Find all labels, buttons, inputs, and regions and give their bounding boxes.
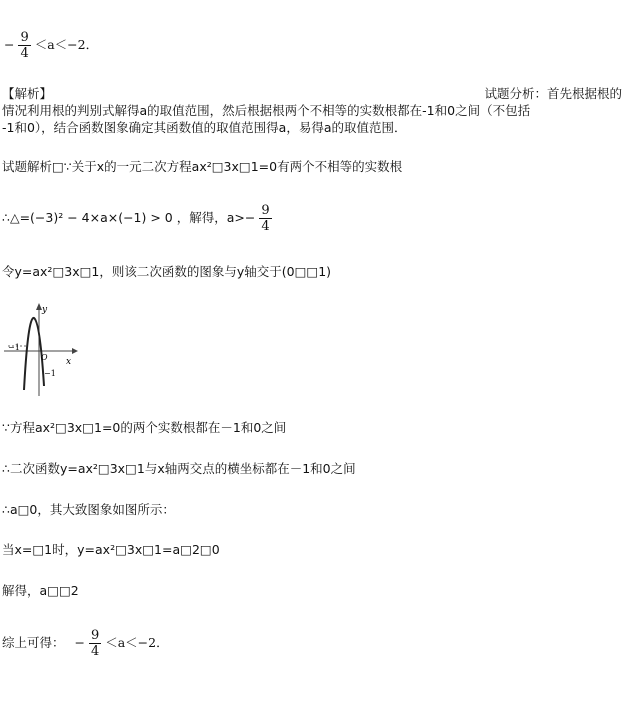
summary-prefix: 综上可得： bbox=[2, 635, 65, 650]
x-axis-arrow bbox=[72, 348, 78, 354]
summary-fraction bbox=[89, 628, 101, 659]
neg-one-label: −1 bbox=[8, 343, 20, 352]
y-axis-label: y bbox=[42, 305, 48, 315]
answer-minus: − bbox=[4, 37, 15, 52]
origin-label: O bbox=[41, 353, 48, 362]
minus-one-y-label: −1 bbox=[44, 369, 56, 378]
answer-numerator: 9 bbox=[20, 30, 29, 45]
delta-fraction bbox=[259, 203, 271, 234]
summary-minus: − bbox=[74, 635, 85, 650]
solution-line-6: ∴a□0，其大致图象如图所示： bbox=[2, 502, 175, 517]
delta-denominator: 4 bbox=[261, 219, 270, 234]
analysis-intro: 试题分析：首先根据根的 bbox=[484, 86, 622, 101]
analysis-label: 【解析】 bbox=[2, 86, 53, 101]
summary-inequality: ＜a＜−2． bbox=[105, 635, 169, 650]
summary-numerator: 9 bbox=[90, 628, 100, 643]
parabola-sketch bbox=[2, 298, 92, 398]
x-axis-label: x bbox=[66, 357, 72, 367]
solution-line-8: 解得，a□□2 bbox=[2, 583, 79, 598]
answer-denominator: 4 bbox=[20, 46, 29, 61]
delta-expression: ∴△=(−3)² − 4×a×(−1) > 0 ，解得，a>− bbox=[2, 210, 256, 225]
solution-line-3: 令y=ax²□3x□1，则该二次函数的图象与y轴交于(0□□1) bbox=[2, 264, 332, 279]
analysis-line-2: 情况利用根的判别式解得a的取值范围，然后根据根两个不相等的实数根都在-1和0之间（不包括 bbox=[2, 103, 531, 118]
answer-inequality: ＜a＜−2． bbox=[34, 37, 99, 52]
solution-line-4: ∵方程ax²□3x□1=0的两个实数根都在－1和0之间 bbox=[2, 420, 287, 435]
summary-line bbox=[2, 628, 169, 659]
delta-numerator: 9 bbox=[261, 203, 270, 218]
solution-line-5: ∴二次函数y=ax²□3x□1与x轴两交点的横坐标都在－1和0之间 bbox=[2, 461, 356, 476]
summary-denominator: 4 bbox=[90, 644, 100, 659]
solution-line-1: 试题解析□∵关于x的一元二次方程ax²□3x□1=0有两个不相等的实数根 bbox=[2, 159, 403, 174]
delta-line bbox=[2, 203, 272, 234]
analysis-line-3: -1和0），结合函数图象确定其函数值的取值范围得a，易得a的取值范围． bbox=[2, 120, 407, 135]
answer-fraction bbox=[18, 30, 30, 61]
solution-line-7: 当x=□1时，y=ax²□3x□1=a□2□0 bbox=[2, 542, 220, 557]
answer-line bbox=[4, 30, 98, 61]
